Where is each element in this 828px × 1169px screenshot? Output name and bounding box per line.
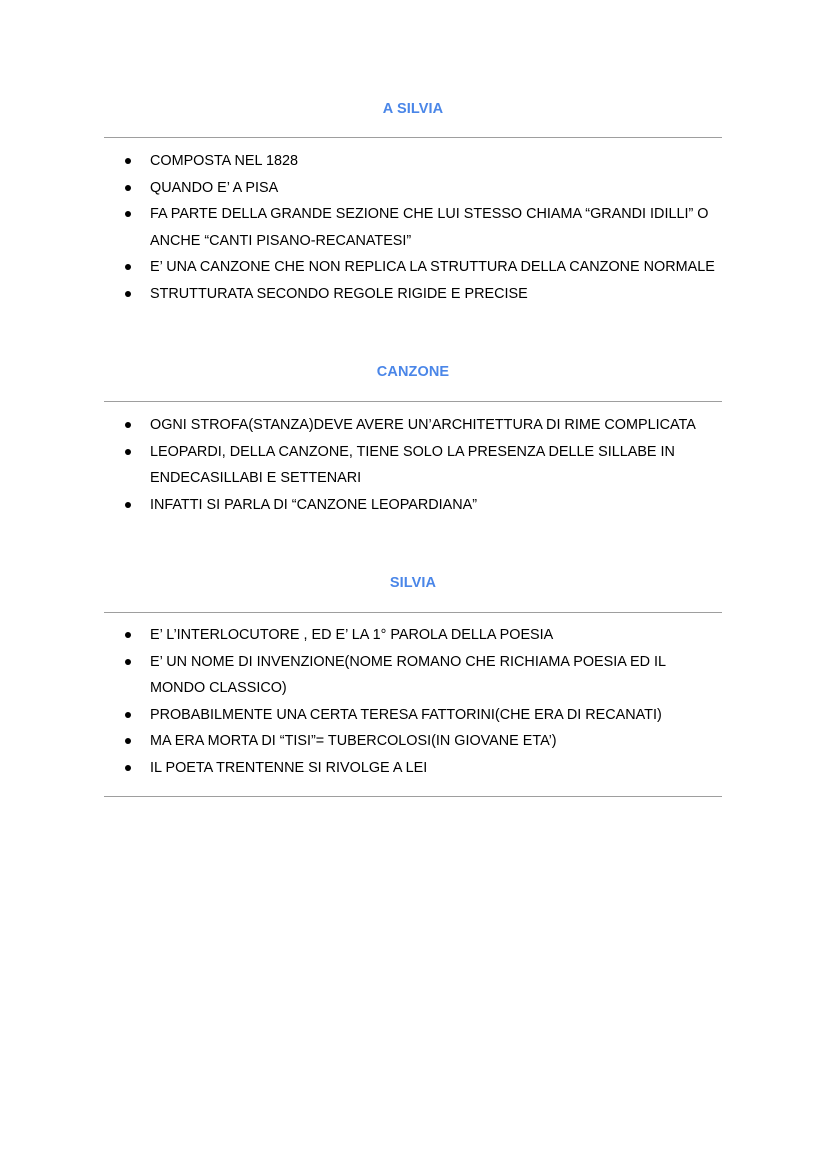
list-item (104, 281, 722, 308)
section-divider (104, 401, 722, 402)
section-a-silvia (104, 99, 722, 307)
list-item-text: IL POETA TRENTENNE SI RIVOLGE A LEI (150, 759, 428, 776)
list-item-text: QUANDO E’ A PISA (150, 179, 279, 196)
list-item-text: MA ERA MORTA DI “TISI”= TUBERCOLOSI(IN GIOVANE ETA’) (150, 733, 557, 749)
bullet-icon (125, 449, 131, 455)
list-item (104, 728, 722, 755)
list-item (104, 201, 722, 254)
bottom-divider (104, 796, 722, 797)
bullet-icon (125, 291, 131, 297)
list-item-text: FA PARTE DELLA GRANDE SEZIONE CHE LUI STESSO CHIAMA “GRANDI IDILLI” O ANCHE “CANTI PISANO-RECANATESI” (150, 206, 709, 249)
bullet-list (104, 412, 722, 518)
bullet-icon (125, 422, 131, 428)
bullet-icon (125, 185, 131, 191)
list-item-text: COMPOSTA NEL 1828 (150, 153, 298, 169)
list-item-text: PROBABILMENTE UNA CERTA TERESA FATTORINI(CHE ERA DI RECANATI) (150, 706, 662, 723)
bullet-icon (125, 712, 131, 718)
section-divider (104, 612, 722, 613)
list-item-text: E’ L’INTERLOCUTORE , ED E’ LA 1° PAROLA DELLA POESIA (150, 627, 554, 643)
section-heading: CANZONE (376, 364, 450, 380)
list-item (104, 702, 722, 729)
list-item (104, 439, 722, 492)
list-item (104, 175, 722, 202)
list-item (104, 412, 722, 439)
list-item (104, 254, 722, 281)
section-heading: SILVIA (389, 575, 437, 591)
list-item-text: E’ UN NOME DI INVENZIONE(NOME ROMANO CHE RICHIAMA POESIA ED IL MONDO CLASSICO) (150, 653, 666, 696)
list-item (104, 622, 722, 649)
list-item (104, 148, 722, 175)
bullet-icon (125, 158, 131, 164)
bullet-list (104, 148, 722, 307)
bullet-icon (125, 502, 131, 508)
bullet-icon (125, 211, 131, 217)
bullet-icon (125, 264, 131, 270)
bullet-icon (125, 738, 131, 744)
list-item (104, 492, 722, 519)
bullet-icon (125, 659, 131, 665)
section-heading: A SILVIA (382, 101, 444, 117)
bullet-list (104, 622, 722, 781)
section-divider (104, 137, 722, 138)
list-item-text: INFATTI SI PARLA DI “CANZONE LEOPARDIANA” (150, 496, 478, 513)
bullet-icon (125, 765, 131, 771)
list-item-text: LEOPARDI, DELLA CANZONE, TIENE SOLO LA PRESENZA DELLE SILLABE IN ENDECASILLABI E SETTENARI (150, 443, 675, 486)
list-item (104, 755, 722, 782)
section-canzone (104, 362, 722, 518)
list-item-text: OGNI STROFA(STANZA)DEVE AVERE UN’ARCHITETTURA DI RIME COMPLICATA (150, 417, 696, 433)
bullet-icon (125, 632, 131, 638)
list-item-text: E’ UNA CANZONE CHE NON REPLICA LA STRUTTURA DELLA CANZONE NORMALE (150, 259, 715, 275)
list-item-text: STRUTTURATA SECONDO REGOLE RIGIDE E PRECISE (150, 285, 528, 302)
section-silvia (104, 573, 722, 781)
list-item (104, 649, 722, 702)
